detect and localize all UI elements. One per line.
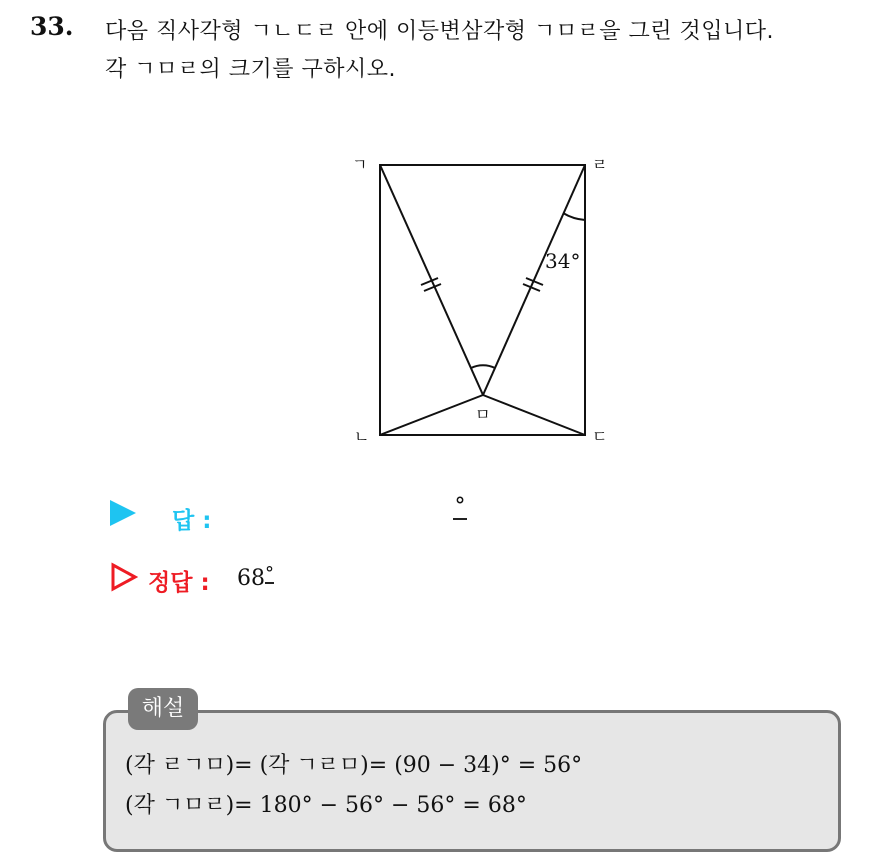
question-number: 33. xyxy=(30,12,74,41)
angle-arc-m xyxy=(471,365,495,368)
segment-d-m xyxy=(483,395,585,435)
play-outline-icon xyxy=(110,562,138,592)
angle-label: 34° xyxy=(545,249,581,273)
tick-marks-left xyxy=(421,278,441,291)
correct-answer-row xyxy=(110,562,274,596)
correct-answer-value xyxy=(237,563,274,591)
solution-line1: (각 ㄹㄱㅁ)= (각 ㄱㄹㅁ)= (90 − 34)° = 56° xyxy=(125,753,583,778)
segment-n-m xyxy=(380,395,483,435)
segment-r-m xyxy=(483,165,585,395)
answer-label: 답 : xyxy=(172,508,212,534)
solution-tab: 해설 xyxy=(128,688,198,730)
correct-answer-label: 정답 : xyxy=(148,570,210,596)
vertex-label-top-left: ㄱ xyxy=(352,155,368,174)
correct-answer-unit: ° xyxy=(265,563,274,584)
answer-blank[interactable]: ° xyxy=(454,494,466,519)
play-triangle-icon xyxy=(110,500,136,526)
vertex-label-bottom-right: ㄷ xyxy=(592,427,608,446)
rectangle-triangle-figure xyxy=(330,140,630,450)
vertex-label-inner: ㅁ xyxy=(475,405,491,424)
angle-arc-r xyxy=(563,213,585,220)
question-text-line1: 다음 직사각형 ㄱㄴㄷㄹ 안에 이등변삼각형 ㄱㅁㄹ을 그린 것입니다. xyxy=(105,19,775,44)
vertex-label-top-right: ㄹ xyxy=(592,155,608,174)
solution-box xyxy=(103,710,841,852)
answer-row xyxy=(110,494,466,534)
correct-answer-number: 68 xyxy=(237,566,265,591)
vertex-label-bottom-left: ㄴ xyxy=(354,427,370,446)
solution-line2: (각 ㄱㅁㄹ)= 180° − 56° − 56° = 68° xyxy=(125,793,527,818)
question-text-line2: 각 ㄱㅁㄹ의 크기를 구하시오. xyxy=(105,57,396,82)
